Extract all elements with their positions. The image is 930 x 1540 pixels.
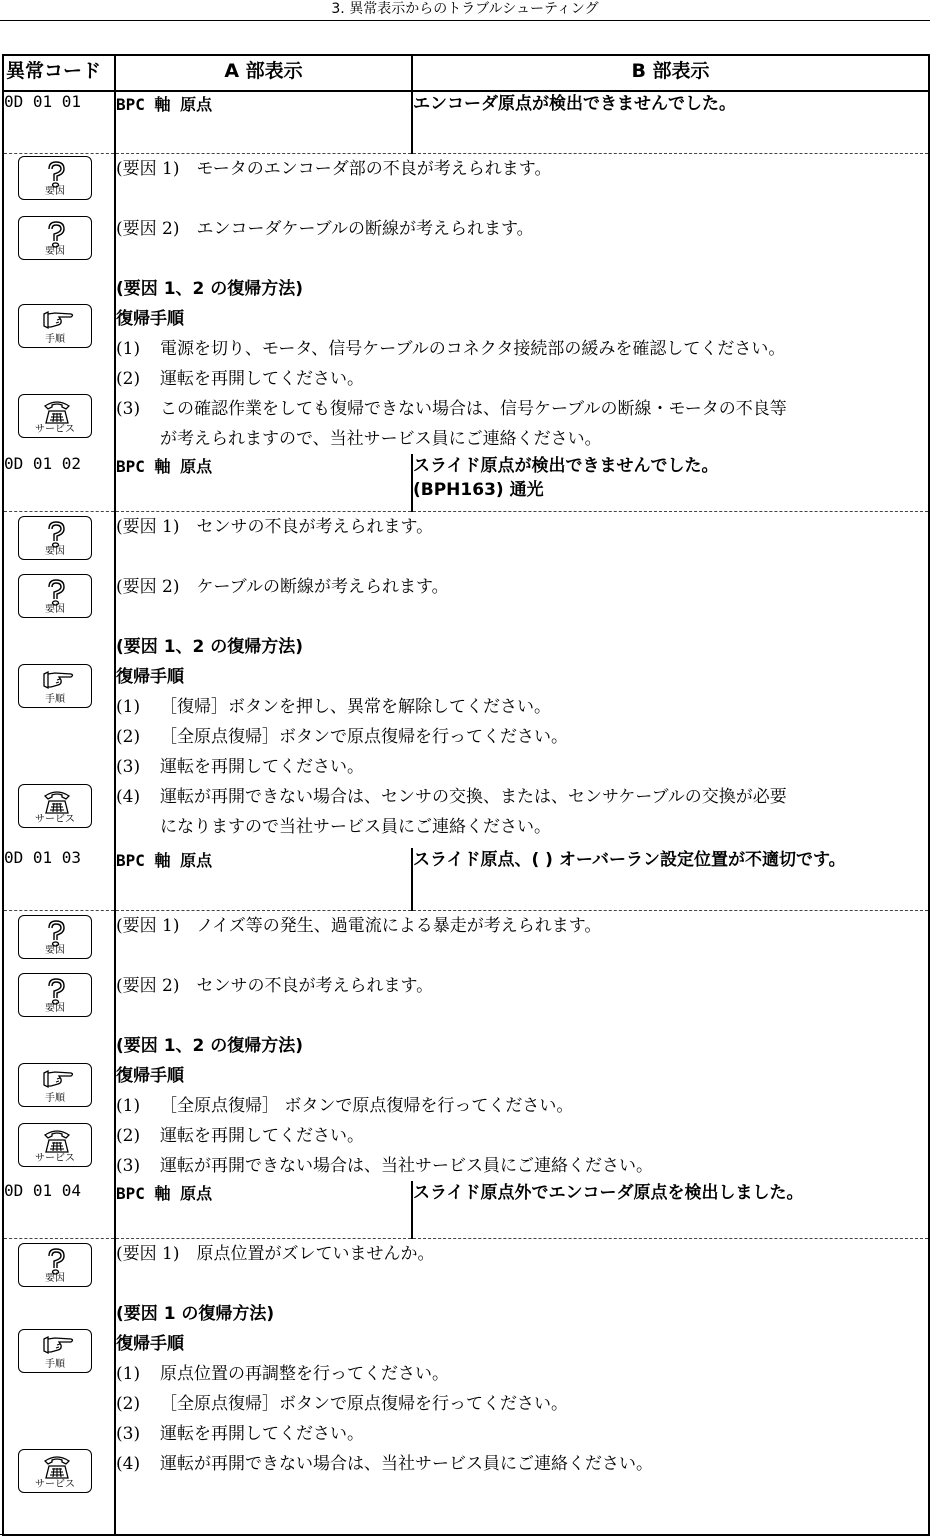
detail-body (115, 512, 929, 848)
header-error-code: 異常コード (3, 55, 115, 91)
cause-text: (要因 2) ケーブルの断線が考えられます。 (116, 577, 449, 597)
procedure-title: 復帰手順 (116, 1065, 184, 1086)
procedure-step (116, 692, 928, 722)
b-display (412, 91, 929, 153)
b-display-message: エンコーダ原点が検出できませんでした。 (413, 94, 736, 114)
icon-label: 手順 (45, 333, 65, 345)
cause-icon (18, 156, 92, 200)
step-number: (3) (116, 1424, 141, 1444)
step-text: 運転が再開できない場合は、センサの交換、または、センサケーブルの交換が必要 (160, 787, 787, 807)
cause-icon (18, 516, 92, 560)
icon-label: 要因 (45, 185, 65, 197)
table-header-row (3, 55, 929, 91)
step-text: 原点位置の再調整を行ってください。 (160, 1364, 449, 1384)
service-phone-icon (18, 1123, 92, 1167)
recovery-title: (要因 1、2 の復帰方法) (116, 637, 304, 657)
icon-label: サービス (35, 814, 75, 825)
icon-label: サービス (35, 423, 75, 435)
step-number: (2) (116, 1125, 141, 1146)
procedure-step (116, 1121, 928, 1151)
error-code: 0D 01 01 (3, 91, 115, 153)
b-display (412, 454, 929, 512)
procedure-hand-icon (18, 1063, 92, 1107)
detail-row (3, 1239, 929, 1535)
step-number: (2) (116, 727, 141, 747)
procedure-title: 復帰手順 (116, 667, 184, 687)
step-number: (3) (116, 757, 141, 777)
procedure-step (116, 752, 928, 782)
step-continuation: になりますので当社サービス員にご連絡ください。 (160, 817, 551, 837)
page-footer-line (0, 1534, 930, 1535)
step-text: 運転を再開してください。 (160, 368, 364, 389)
step-text: ［全原点復帰］ ボタンで原点復帰を行ってください。 (160, 1095, 574, 1116)
b-display (412, 1181, 929, 1239)
procedure-step (116, 1449, 928, 1479)
detail-body (115, 911, 929, 1181)
cause-text: (要因 1) センサの不良が考えられます。 (116, 517, 434, 537)
icon-label: 手順 (45, 1092, 65, 1104)
error-code: 0D 01 02 (3, 454, 115, 512)
cause-text: (要因 1) ノイズ等の発生、過電流による暴走が考えられます。 (116, 915, 602, 936)
procedure-title: 復帰手順 (116, 308, 184, 329)
error-code: 0D 01 03 (3, 848, 115, 910)
service-phone-icon (18, 394, 92, 438)
service-phone-icon (18, 1449, 92, 1493)
step-number: (2) (116, 1394, 141, 1414)
b-display-message: スライド原点外でエンコーダ原点を検出しました。 (413, 1182, 804, 1203)
detail-row (3, 154, 929, 454)
cause-icon (18, 915, 92, 959)
step-text: 運転を再開してください。 (160, 757, 364, 777)
step-text: 運転が再開できない場合は、当社サービス員にご連絡ください。 (160, 1454, 653, 1474)
step-number: (1) (116, 1095, 141, 1116)
procedure-hand-icon (18, 304, 92, 348)
icon-label: サービス (35, 1152, 75, 1164)
cause-icon (18, 1243, 92, 1287)
error-code-table (2, 54, 930, 1536)
procedure-step (116, 1091, 928, 1121)
cause-text: (要因 1) モータのエンコーダ部の不良が考えられます。 (116, 158, 552, 179)
icon-label: 要因 (45, 944, 65, 956)
detail-row (3, 512, 929, 848)
a-display: BPC 軸 原点 (115, 454, 412, 512)
code-row (3, 848, 929, 910)
detail-row (3, 911, 929, 1181)
icon-column (3, 1239, 115, 1535)
icon-label: 手順 (45, 1359, 65, 1370)
step-text: ［復帰］ボタンを押し、異常を解除してください。 (160, 697, 551, 717)
step-number: (4) (116, 787, 141, 807)
step-number: (1) (116, 338, 141, 359)
icon-label: 要因 (45, 1002, 65, 1014)
step-text: ［全原点復帰］ボタンで原点復帰を行ってください。 (160, 727, 568, 747)
procedure-hand-icon (18, 1329, 92, 1373)
cause-text: (要因 2) センサの不良が考えられます。 (116, 975, 434, 996)
step-number: (1) (116, 697, 141, 717)
service-phone-icon (18, 784, 92, 828)
recovery-title: (要因 1、2 の復帰方法) (116, 278, 304, 299)
procedure-step (116, 782, 928, 812)
step-number: (1) (116, 1364, 141, 1384)
cause-icon (18, 973, 92, 1017)
code-row (3, 1181, 929, 1239)
step-text: 運転を再開してください。 (160, 1125, 364, 1146)
a-display: BPC 軸 原点 (115, 848, 412, 910)
recovery-title: (要因 1、2 の復帰方法) (116, 1035, 304, 1056)
procedure-step (116, 1389, 928, 1419)
b-display (412, 848, 929, 910)
b-display-sub: (BPH163) 通光 (413, 479, 544, 500)
icon-label: 手順 (45, 694, 65, 705)
detail-body (115, 1239, 929, 1535)
step-continuation: が考えられますので、当社サービス員にご連絡ください。 (160, 428, 602, 449)
cause-text: (要因 2) エンコーダケーブルの断線が考えられます。 (116, 218, 534, 239)
header-b-display: B 部表示 (412, 55, 929, 91)
procedure-hand-icon (18, 664, 92, 708)
code-row (3, 91, 929, 153)
header-a-display: A 部表示 (115, 55, 412, 91)
procedure-step (116, 334, 928, 364)
icon-column (3, 911, 115, 1181)
cause-icon (18, 216, 92, 260)
recovery-title: (要因 1 の復帰方法) (116, 1304, 275, 1324)
a-display: BPC 軸 原点 (115, 1181, 412, 1239)
code-row (3, 454, 929, 512)
icon-label: 要因 (45, 245, 65, 257)
step-text: 電源を切り、モータ、信号ケーブルのコネクタ接続部の緩みを確認してください。 (160, 338, 786, 359)
step-text: 運転が再開できない場合は、当社サービス員にご連絡ください。 (160, 1155, 653, 1176)
procedure-step (116, 722, 928, 752)
procedure-step (116, 394, 928, 424)
icon-label: 要因 (45, 1273, 65, 1284)
step-text: 運転を再開してください。 (160, 1424, 364, 1444)
a-display: BPC 軸 原点 (115, 91, 412, 153)
detail-body (115, 154, 929, 454)
icon-label: 要因 (45, 604, 65, 615)
b-display-message: スライド原点、( ) オーバーラン設定位置が不適切です。 (413, 850, 846, 870)
procedure-step (116, 364, 928, 394)
procedure-step (116, 1151, 928, 1181)
icon-column (3, 154, 115, 454)
step-text: この確認作業をしても復帰できない場合は、信号ケーブルの断線・モータの不良等 (160, 398, 787, 419)
icon-column (3, 512, 115, 848)
step-number: (4) (116, 1454, 141, 1474)
step-text: ［全原点復帰］ボタンで原点復帰を行ってください。 (160, 1394, 568, 1414)
icon-label: サービス (35, 1479, 75, 1490)
cause-text: (要因 1) 原点位置がズレていませんか。 (116, 1244, 435, 1264)
step-number: (3) (116, 398, 141, 419)
step-number: (3) (116, 1155, 141, 1176)
b-display-message: スライド原点が検出できませんでした。 (413, 455, 719, 476)
procedure-step (116, 1359, 928, 1389)
procedure-title: 復帰手順 (116, 1334, 184, 1354)
page-header (0, 0, 930, 21)
step-number: (2) (116, 368, 141, 389)
error-code: 0D 01 04 (3, 1181, 115, 1239)
procedure-step (116, 1419, 928, 1449)
cause-icon (18, 574, 92, 618)
icon-label: 要因 (45, 546, 65, 557)
page-title: 3. 異常表示からのトラブルシューティング (331, 1, 599, 17)
